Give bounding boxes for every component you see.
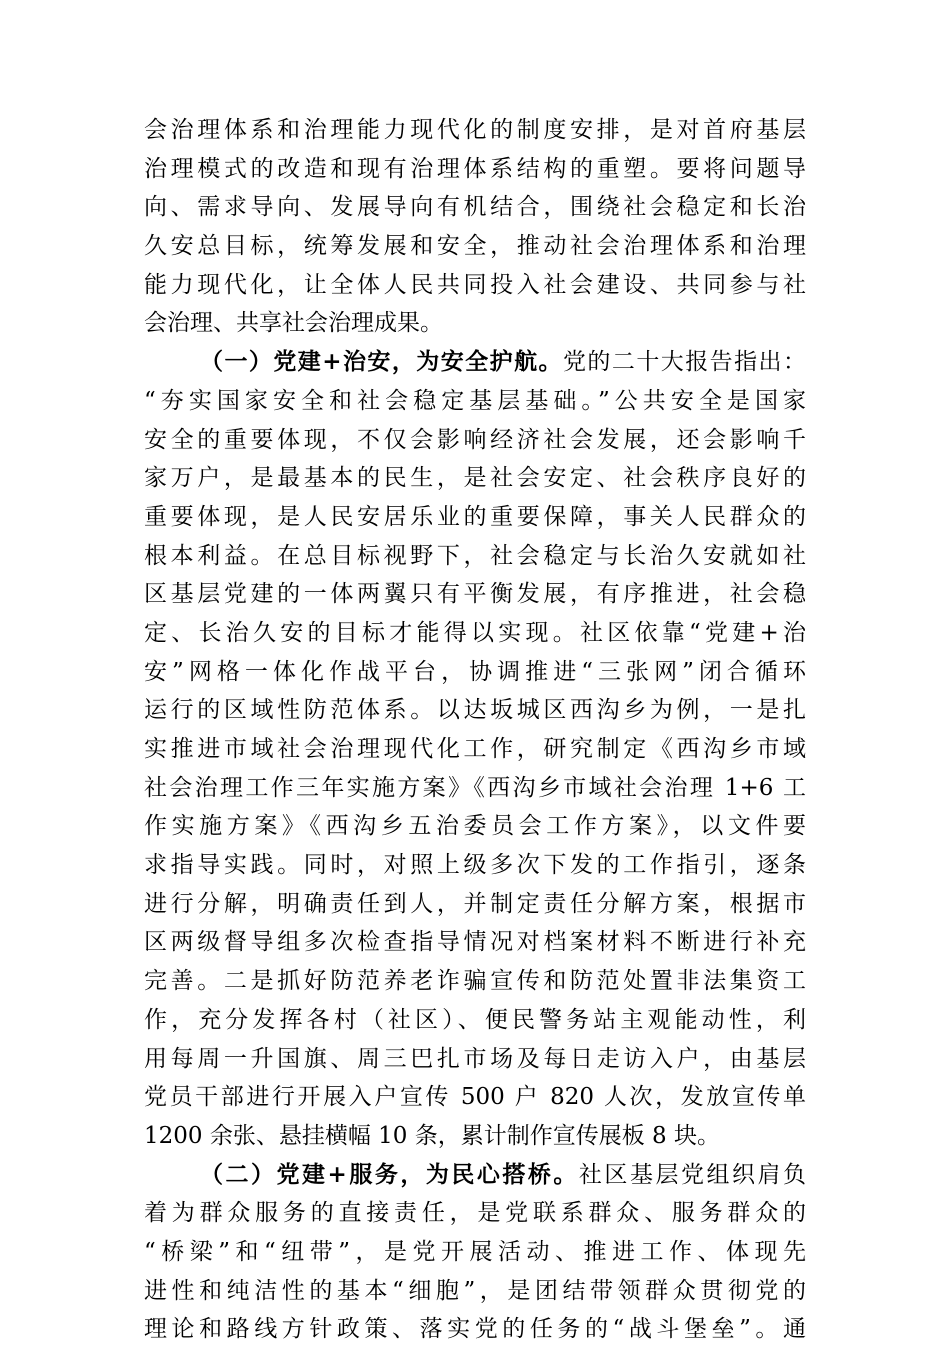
text-line: 作，充分发挥各村（社区）、便民警务站主观能动性，利 — [144, 1006, 806, 1033]
text-line: 进性和纯洁性的基本“细胞”，是团结带领群众贯彻党的 — [144, 1277, 806, 1304]
paragraph-first-line — [144, 343, 806, 382]
text-line: 进行分解，明确责任到人，并制定责任分解方案，根据市 — [144, 890, 806, 917]
section-heading: （二）党建+服务，为民心搭桥。 — [200, 1160, 579, 1188]
text-line: 1200 余张、悬挂横幅 10 条，累计制作宣传展板 8 块。 — [144, 1122, 720, 1149]
text-line: 向、需求导向、发展导向有机结合，围绕社会稳定和长治 — [144, 194, 806, 221]
text-line: 根本利益。在总目标视野下，社会稳定与长治久安就如社 — [144, 542, 806, 569]
section-heading: （一）党建+治安，为安全护航。 — [200, 348, 563, 376]
paragraph-1 — [144, 111, 806, 343]
text-line: 区基层党建的一体两翼只有平衡发展，有序推进，社会稳 — [144, 581, 806, 608]
text-line: 家万户，是最基本的民生，是社会安定、社会秩序良好的 — [144, 465, 806, 492]
text-line: 完善。二是抓好防范养老诈骗宣传和防范处置非法集资工 — [144, 968, 806, 995]
text-line: 求指导实践。同时，对照上级多次下发的工作指引，逐条 — [144, 852, 806, 879]
text-line: 安”网格一体化作战平台，协调推进“三张网”闭合循环 — [144, 658, 806, 685]
text-line: 会治理、共享社会治理成果。 — [144, 310, 443, 337]
text-line: 用每周一升国旗、周三巴扎市场及每日走访入户，由基层 — [144, 1045, 806, 1072]
text-line: 治理模式的改造和现有治理体系结构的重塑。要将问题导 — [144, 155, 806, 182]
text-line: 运行的区域性防范体系。以达坂城区西沟乡为例，一是扎 — [144, 697, 806, 724]
text-line: 重要体现，是人民安居乐业的重要保障，事关人民群众的 — [144, 503, 806, 530]
text-line: 作实施方案》《西沟乡五治委员会工作方案》，以文件要 — [144, 813, 806, 840]
paragraph-2 — [144, 343, 806, 1155]
text-line: “夯实国家安全和社会稳定基层基础。”公共安全是国家 — [144, 387, 806, 414]
text-line: 区两级督导组多次检查指导情况对档案材料不断进行补充 — [144, 929, 806, 956]
paragraph-first-line — [144, 1156, 806, 1195]
text-line: 会治理体系和治理能力现代化的制度安排，是对首府基层 — [144, 117, 806, 143]
text-line: 能力现代化，让全体人民共同投入社会建设、共同参与社 — [144, 271, 806, 298]
paragraph-3 — [144, 1156, 806, 1349]
text-run: 社区基层党组织肩负 — [578, 1161, 806, 1188]
text-line: “桥梁”和“纽带”，是党开展活动、推进工作、体现先 — [144, 1238, 806, 1265]
text-line: 安全的重要体现，不仅会影响经济社会发展，还会影响千 — [144, 426, 806, 453]
text-line: 理论和路线方针政策、落实党的任务的“战斗堡垒”。通 — [144, 1316, 806, 1343]
text-line: 定、长治久安的目标才能得以实现。社区依靠“党建+治 — [144, 619, 806, 646]
text-line: 实推进市域社会治理现代化工作，研究制定《西沟乡市域 — [144, 736, 806, 762]
text-line: 久安总目标，统筹发展和安全，推动社会治理体系和治理 — [144, 233, 806, 260]
text-run: 党的二十大报告指出： — [562, 349, 807, 376]
document-body — [144, 111, 806, 1349]
text-line: 着为群众服务的直接责任，是党联系群众、服务群众的 — [144, 1200, 806, 1227]
text-line: 党员干部进行开展入户宣传 500 户 820 人次，发放宣传单 — [144, 1084, 806, 1111]
text-line: 社会治理工作三年实施方案》《西沟乡市域社会治理 1+6 工 — [144, 774, 806, 801]
